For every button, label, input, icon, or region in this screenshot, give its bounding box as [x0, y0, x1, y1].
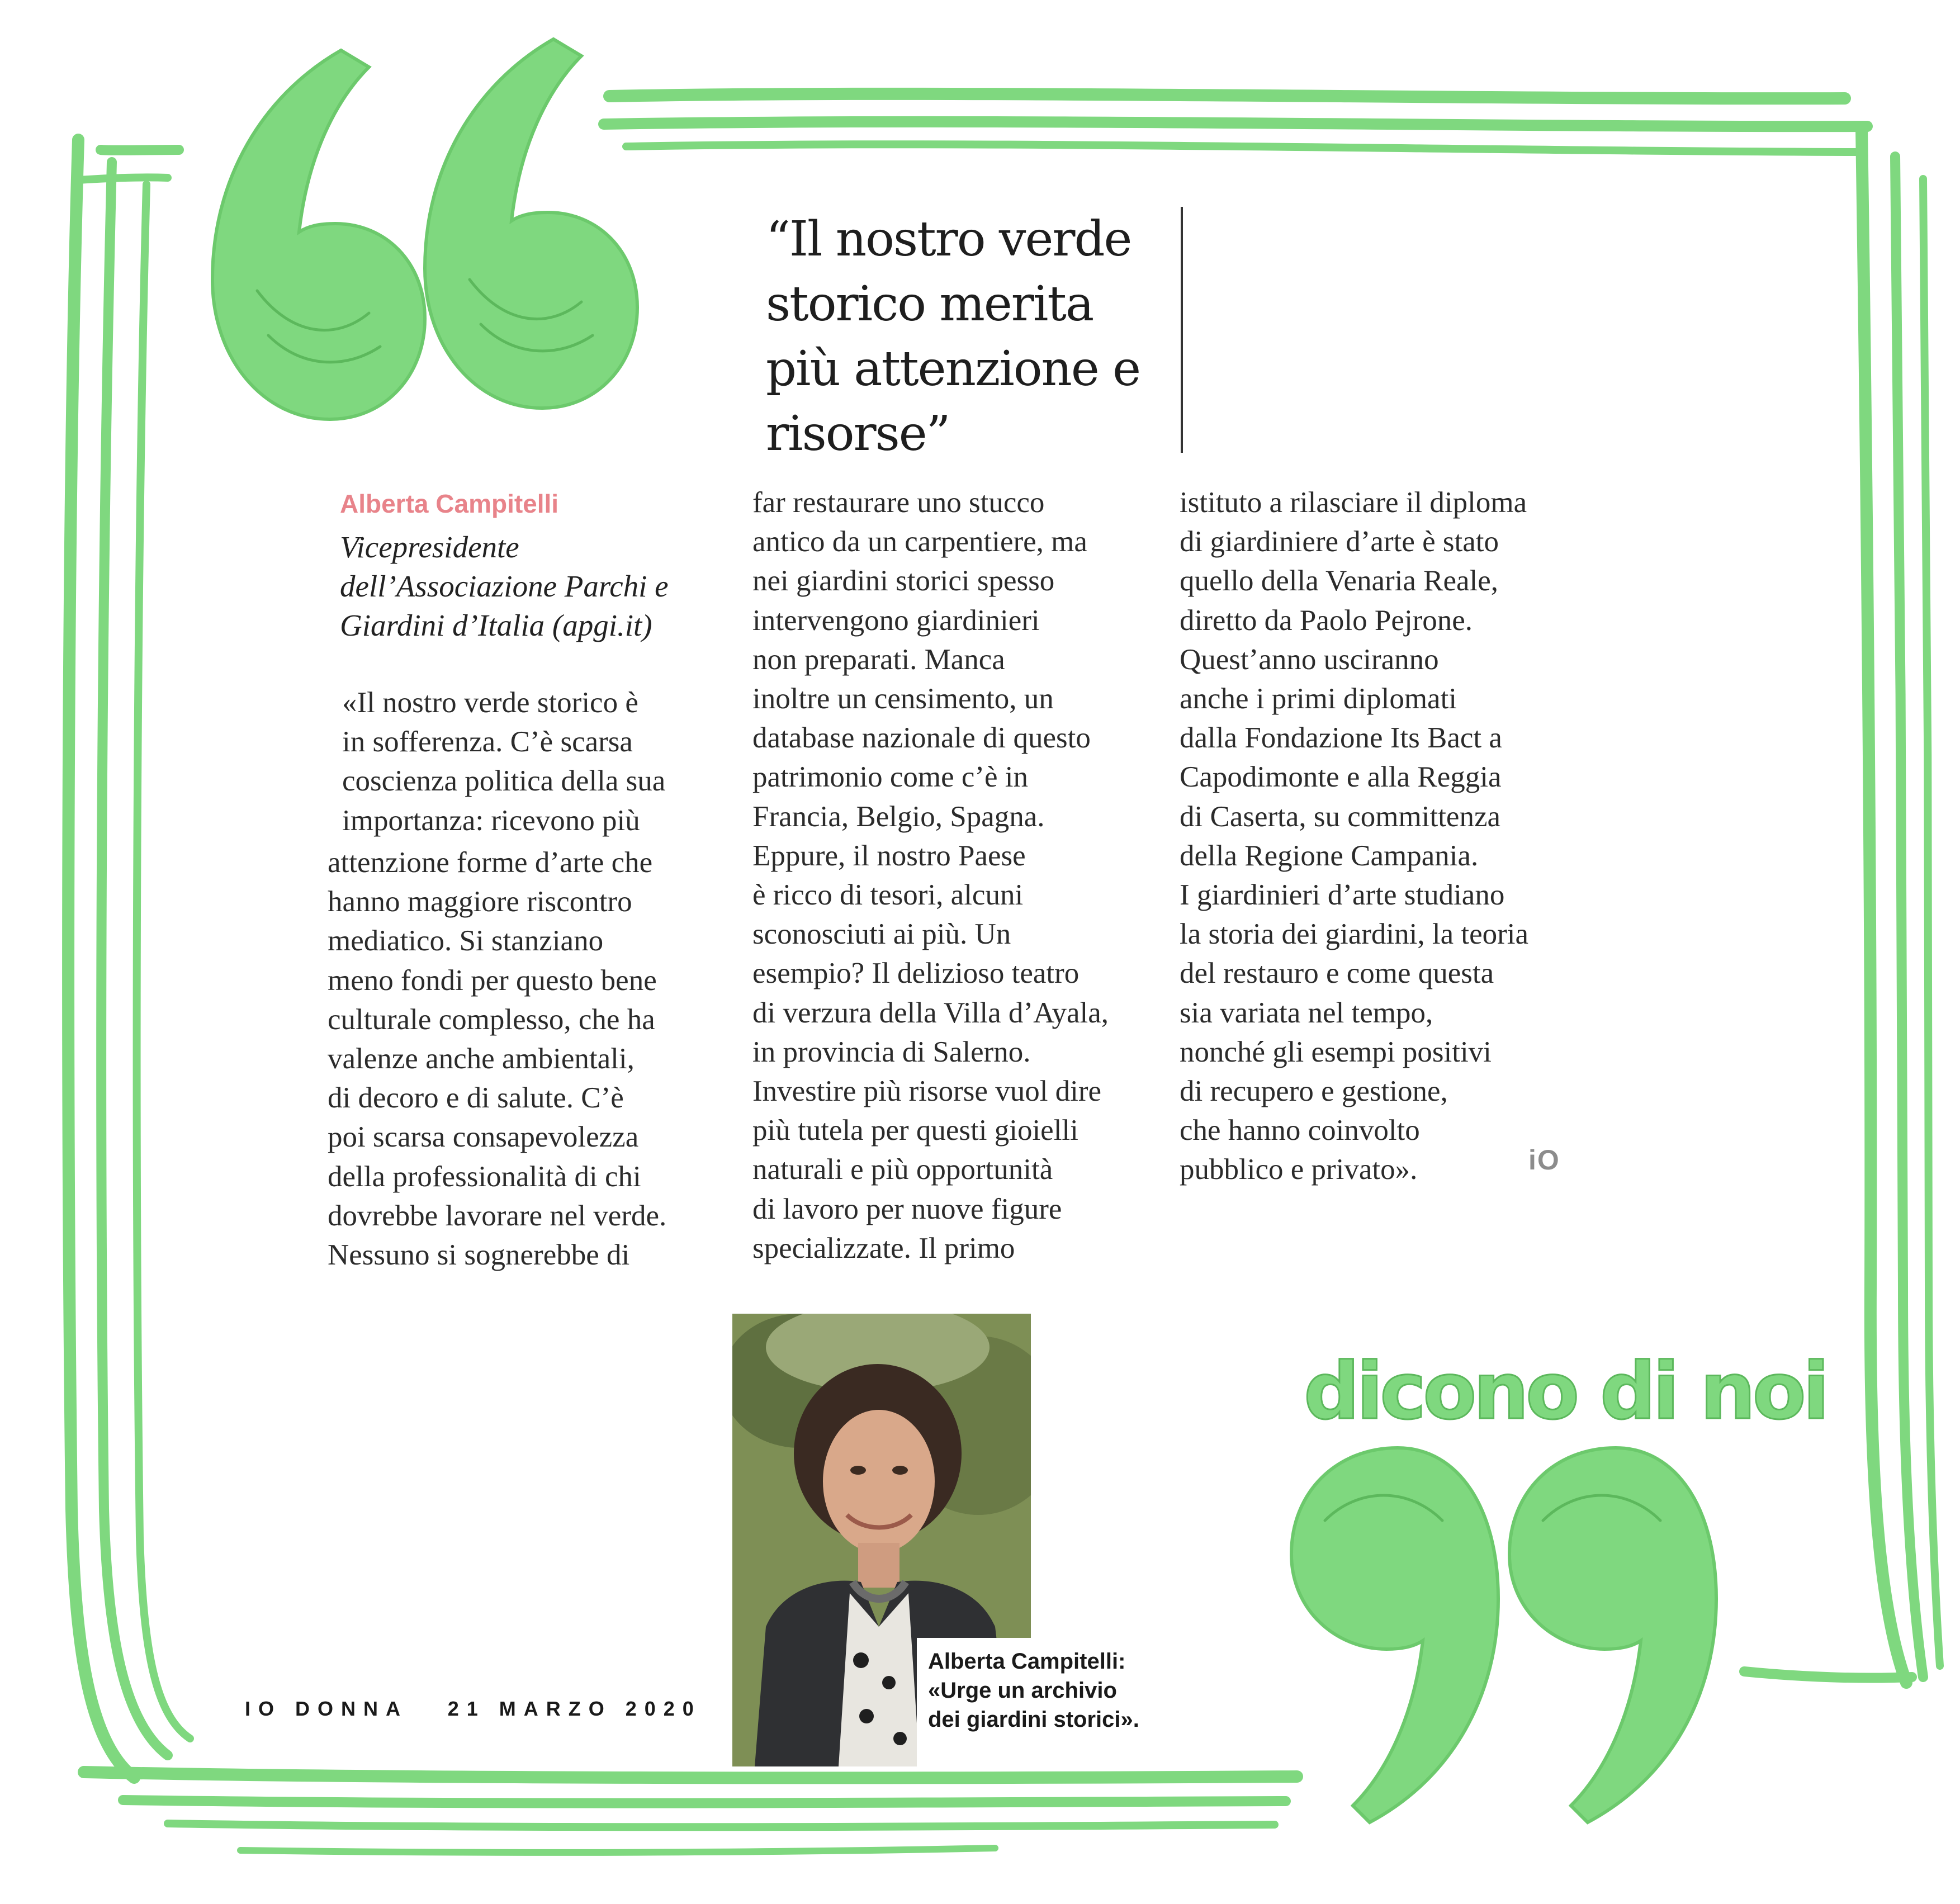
article-column-2: far restaurare uno stucco antico da un carpentiere, ma nei giardini storici spesso intervengono giardinieri non preparati. Manca inoltre un censimento, un database nazionale di questo patrimonio come c’è in Francia, Belgio, Spagna. Eppure, il nostro Paese è ricco di tesori, alcuni sconosciuti ai più. Un esempio? Il delizioso teatro di verzura della Villa d’Ayala, in provincia di Salerno. Investire più risorse vuol dire più tutela per questi gioielli naturali e più opportunità di lavoro per nuove figure specializzate. Il primo: [752, 486, 1109, 1264]
io-end-mark: iO: [1528, 1144, 1560, 1176]
article-headline: “Il nostro verde storico merita più attenzione e risorse”: [766, 211, 1140, 462]
author-name: Alberta Campitelli: [340, 489, 559, 518]
article-column-1-lead: «Il nostro verde storico è in sofferenza. C’è scarsa coscienza politica della sua importanza: ricevono più: [342, 686, 666, 837]
open-quote-icon: [212, 39, 637, 419]
tagline: dicono di noi: [1304, 1346, 1826, 1437]
author-role: Vicepresidente dell’Associazione Parchi e Giardini d’Italia (apgi.it): [340, 530, 669, 642]
publication-date: 21 MARZO 2020: [447, 1697, 702, 1720]
magazine-name: IO DONNA: [245, 1697, 408, 1720]
publication-footer: [245, 1697, 702, 1721]
close-quote-icon: [1291, 1448, 1716, 1822]
article-column-1: attenzione forme d’arte che hanno maggiore riscontro mediatico. Si stanziano meno fondi per questo bene culturale complesso, che ha valenze anche ambientali, di decoro e di salute. C’è poi scarsa consapevolezza della professionalità di chi dovrebbe lavorare nel verde. Nessuno si sognerebbe di: [328, 846, 667, 1272]
column-divider: [1181, 207, 1183, 453]
article-column-3: istituto a rilasciare il diploma di giardiniere d’arte è stato quello della Venaria Reale, diretto da Paolo Pejrone. Quest’anno usciranno anche i primi diplomati dalla Fondazione Its Bact a Capodimonte e alla Reggia di Caserta, su committenza della Regione Campania. I giardinieri d’arte studiano la storia dei giardini, la teoria del restauro e come questa sia variata nel tempo, nonché gli esempi positivi di recupero e gestione, che hanno coinvolto pubblico e privato».: [1180, 486, 1528, 1186]
photo-caption: Alberta Campitelli: «Urge un archivio dei giardini storici».: [928, 1649, 1139, 1732]
